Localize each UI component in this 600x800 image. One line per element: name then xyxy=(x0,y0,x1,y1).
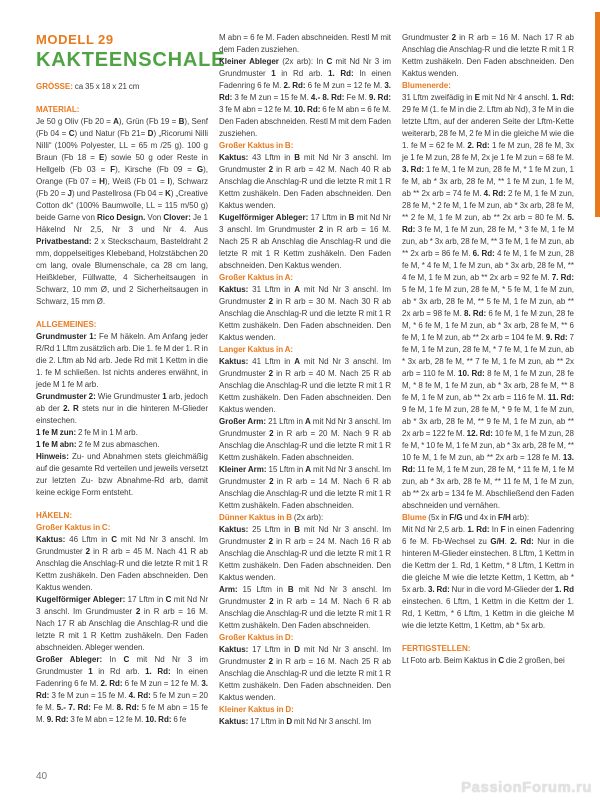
text-run: B xyxy=(294,153,301,162)
paragraph: Mit Nd Nr 2,5 arb. 1. Rd: In F in einen Fadenring 6 fe M. Fb-Wechsel zu G/H. 2. Rd: Nur in die hinteren M-Glieder einstechen. 8 Lftm, 1 Kettm in die Kettm der 1. Rd, 1 Kettm, * 8 Lftm, 1 Kettm in die gleiche M wie die letzte Kettm, 1 Kettm, ab * 5x arb. 3. Rd: Nur in die vord M-Glieder der 1. Rd einstechen. 6 Lftm, 1 Kettm in die Kettm der 1. Rd, 1 Kettm, * 6 Lftm, 1 Kettm in die gleiche M wie die letzte Kettm, 1 Kettm, ab * 5x arb. xyxy=(402,525,574,630)
text-run: I xyxy=(167,177,170,186)
text-run: 2. Rd: xyxy=(100,679,123,688)
text-run: G/H xyxy=(490,537,505,546)
text-run: 2 xyxy=(268,165,274,174)
text-run: A xyxy=(304,417,311,426)
section-heading: FERTIGSTELLEN: xyxy=(402,644,471,653)
text-run: G xyxy=(196,165,204,174)
paragraph: Lt Foto arb. Beim Kaktus in C die 2 großen, bei xyxy=(402,656,565,665)
text-run: E xyxy=(98,153,105,162)
text-run: Kleiner Ableger xyxy=(219,57,279,66)
text-run: F/G xyxy=(449,513,463,522)
text-run: 2. Rd: xyxy=(283,81,306,90)
text-run: 10. Rd: xyxy=(458,369,485,378)
paragraph: Hinweis: Zu- und Abnahmen stets gleichmäßig auf die gesamte Rd verteilen und jeweils versetzt zur letzten Zu- bzw Abnahme-Rd arb, damit keine eckige Form entsteht. xyxy=(36,452,208,497)
text-run: H xyxy=(99,177,105,186)
text-run: 2 xyxy=(318,225,324,234)
text-run: 2 xyxy=(135,607,141,616)
paragraph: Kleiner Arm: 15 Lftm in A mit Nd Nr 3 anschl. Im Grundmuster 2 in R arb = 14 M. Nach 6 R ab Anschlag die Anschlag-R und die letzte R mit 1 R Kettm zushäkeln. Faden abschneiden. xyxy=(219,465,391,510)
text-run: Großer Ableger: xyxy=(36,655,103,664)
text-run: 10. Rd: xyxy=(145,715,172,724)
text-run: 3. Rd: xyxy=(219,81,391,102)
text-run: 2 xyxy=(268,369,274,378)
paragraph: Kaktus: 17 Lftm in D mit Nd Nr 3 anschl. Im Grundmuster 2 in R arb = 16 M. Nach 25 R ab Anschlag die Anschlag-R und die letzte R mit 1 R Kettm zushäkeln. Den Faden abschneiden. Den Kaktus wenden. xyxy=(219,645,391,702)
text-run: 2. Rd: xyxy=(510,537,534,546)
text-run: B xyxy=(287,585,294,594)
paragraph: Kaktus: 17 Lftm in D mit Nd Nr 3 anschl. Im xyxy=(219,717,372,726)
text-run: arb): xyxy=(510,513,530,522)
text-run: Kugelförmiger Ableger: xyxy=(219,213,309,222)
text-run: 3. Rd: xyxy=(427,585,450,594)
text-run: 1. Rd: xyxy=(145,667,171,676)
text-run: 1 fe M abn: xyxy=(36,440,77,449)
subsection-heading: Großer Kaktus in B: xyxy=(219,141,294,150)
text-run: 2 xyxy=(268,297,274,306)
text-run: 1 xyxy=(162,392,167,401)
text-run: C xyxy=(68,129,75,138)
text-run: A xyxy=(113,117,119,126)
paragraph: GRÖSSE: ca 35 x 18 x 21 cm xyxy=(36,82,140,91)
text-run: 2 xyxy=(269,477,274,486)
text-run: 3. Rd: xyxy=(36,679,208,700)
text-run: 6. Rd: xyxy=(472,249,495,258)
text-run: 5.- 7. Rd: xyxy=(56,703,91,712)
text-run: Arm: xyxy=(219,585,238,594)
text-run: 8. Rd: xyxy=(116,703,140,712)
text-run: 4. Rd: xyxy=(483,189,506,198)
paragraph: Grundmuster 2: Wie Grundmuster 1 arb, jedoch ab der 2. R stets nur in die hinteren M-Glieder einstechen. xyxy=(36,392,208,425)
paragraph: Kaktus: 46 Lftm in C mit Nd Nr 3 anschl. Im Grundmuster 2 in R arb = 45 M. Nach 41 R ab Anschlag die Anschlag-R und die letzte R mit 1 R Kettm zushäkeln. Den Faden abschneiden. Den Kaktus wenden. xyxy=(36,535,208,592)
text-run: 1. Rd: xyxy=(467,525,490,534)
text-run: 10. Rd: xyxy=(294,105,321,114)
text-run: 2 xyxy=(268,537,274,546)
text-run: 4. Rd: xyxy=(128,691,151,700)
text-run: J xyxy=(67,189,72,198)
text-run: 1 xyxy=(88,667,93,676)
paragraph: Arm: 15 Lftm in B mit Nd Nr 3 anschl. Im Grundmuster 2 in R arb = 14 M. Nach 6 R ab Anschlag die Anschlag-R und die letzte R mit 1 R Kettm zushäkeln. Den Faden abschneiden. xyxy=(219,585,391,630)
text-run: C xyxy=(498,656,505,665)
text-run: 4.- 8. Rd: xyxy=(310,93,345,102)
text-run: 9. Rd: xyxy=(46,715,69,724)
paragraph: Kleiner Ableger (2x arb): In C mit Nd Nr 3 im Grundmuster 1 in Rd arb. 1. Rd: In einen Fadenring 6 fe M. 2. Rd: 6 fe M zun = 12 fe M. 3. Rd: 3 fe M zun = 15 fe M. 4.- 8. Rd: Fe M. 9. Rd: 3 fe M abn = 12 fe M. 10. Rd: 6 fe M abn = 6 fe M. Den Faden abschneiden. Restl M mit dem Faden zusziehen. xyxy=(219,57,392,138)
text-run: B xyxy=(348,213,355,222)
text-run: F xyxy=(500,525,506,534)
paragraph: Je 50 g Oliv (Fb 20 = A), Grün (Fb 19 = B), Senf (Fb 04 = C) und Natur (Fb 21= D) „Ricorumi Nilli Nilli“ (100% Polyester, LL = 65 m /25 g). 100 g Braun (Fb 18 = E) sowie 50 g oder Reste in Hellgelb (Fb 03 = F), Kirsche (Fb 09 = G), Orange (Fb 07 = H), Weiß (Fb 01 = I), Schwarz (Fb 20 = J) und Pastellrosa (Fb 04 = K) „Creative Cotton dk“ (100% Baumwolle, LL = 115 m/50 g) beide Garne von Rico Design. Von Clover: Je 1 Häkelnd Nr 2,5, Nr 3 und Nr 4. Aus Privatbestand: 2 x Steckschaum, Basteldraht 2 mm, doppelseitiges Klebeband, Holzstäbchen 20 cm lang, ovale Blumenschale, ca 28 cm lang, Heißkleber, Füllwatte, 4 Sicherheitsaugen in Schwarz, 10 mm Ø, und 2 Sicherheitsaugen in Schwarz, 15 mm Ø. xyxy=(36,117,209,306)
text-run: Kleiner Arm: xyxy=(219,465,267,474)
text-run: 7. Rd: xyxy=(551,273,574,282)
text-run: 13. Rd: xyxy=(402,453,574,474)
paragraph: Kaktus: 43 Lftm in B mit Nd Nr 3 anschl. Im Grundmuster 2 in R arb = 42 M. Nach 40 R ab Anschlag die Anschlag-R und die letzte R mit 1 R Kettm zushäkeln. Den Faden abschneiden. Den Kaktus wenden. xyxy=(219,153,391,210)
text-run: F/H xyxy=(497,513,511,522)
text-run: 2 xyxy=(269,597,274,606)
text-run: 2 xyxy=(269,429,274,438)
text-run: 5. Rd: xyxy=(402,213,574,234)
paragraph: Grundmuster 1: Fe M häkeln. Am Anfang jeder R/Rd 1 Lftm zusätzlich arb. Die 1. fe M der 1. R in die 2. Lftm ab Nd arb. Jede Rd mit 1 Kettm in die 1. fe M schließen. Ist nichts anderes erwähnt, in jede M 1 fe M arb. xyxy=(36,332,209,389)
text-run: 1. Rd xyxy=(554,585,574,594)
paragraph: 31 Lftm zweifädig in E mit Nd Nr 4 anschl. 1. Rd: 29 fe M (1. fe M in die 2. Lftm ab Nd), 3 fe M in die letzte Lftm, auf der anderen Seite der Lftm-Kette weiterarb, 28 fe M, 2 fe M in die gleiche M wie die 1. fe M = 62 fe M. 2. Rd: 1 fe M zun, 28 fe M, 3x je 1 fe M zun, 28 fe M, 2x je 1 fe M zun = 68 fe M. 3. Rd: 1 fe M, 1 fe M zun, 28 fe M, * 1 fe M zun, 1 fe M, ab * 3x arb, 28 fe M, ** 1 fe M zun, 1 fe M, ab ** 2x arb = 74 fe M. 4. Rd: 2 fe M, 1 fe M zun, 28 fe M, * 2 fe M, 1 fe M zun, ab * 3x arb, 28 fe M, ** 2 fe M, 1 fe M zun, ab ** 2x arb = 80 fe M. 5. Rd: 3 fe M, 1 fe M zun, 28 fe M, * 3 fe M, 1 fe M zun, ab * 3x arb, 28 fe M, ** 3 fe M, 1 fe M zun, ab ** 2x arb = 86 fe M. 6. Rd: 4 fe M, 1 fe M zun, 28 fe M, * 4 fe M, 1 fe M zun, ab * 3x arb, 28 fe M, ** 4 fe M, 1 fe M zun, ab ** 2x arb = 92 fe M. 7. Rd: 5 fe M, 1 fe M zun, 28 fe M, * 5 fe M, 1 fe M zun, ab * 3x arb, 28 fe M, ** 5 fe M, 1 fe M zun, ab ** 2x arb = 98 fe M. 8. Rd: 6 fe M, 1 fe M zun, 28 fe M, * 6 fe M, 1 fe M zun, ab * 3x arb, 28 fe M, ** 6 fe M, 1 fe M zun, ab ** 2x arb = 104 fe M. 9. Rd: 7 fe M, 1 fe M zun, 28 fe M, * 7 fe M, 1 fe M zun, ab * 3x arb, 28 fe M, ** 7 fe M, 1 fe M zun, ab ** 2x arb = 110 fe M. 10. Rd: 8 fe M, 1 fe M zun, 28 fe M, * 8 fe M, 1 fe M zun, ab * 3x arb, 28 fe M, ** 8 fe M, 1 fe M zun, ab ** 2x arb = 116 fe M. 11. Rd: 9 fe M, 1 fe M zun, 28 fe M, * 9 fe M, 1 fe M zun, ab * 3x arb, 28 fe M, ** 9 fe M, 1 fe M zun, ab ** 2x arb = 122 fe M. 12. Rd: 10 fe M, 1 fe M zun, 28 fe M, * 10 fe M, 1 fe M zun, ab * 3x arb, 28 fe M, ** 10 fe M, 1 fe M zun, ab ** 2x arb = 128 fe M. 13. Rd: 11 fe M, 1 fe M zun, 28 fe M, * 11 fe M, 1 fe M zun, ab * 3x arb, 28 fe M, ** 11 fe M, 1 fe M zun, ab ** 2x arb = 134 fe M. Abschließend den Faden abschneiden und vernähen. xyxy=(402,93,575,510)
text-run: und 4x in xyxy=(462,513,498,522)
text-run: Clover: xyxy=(163,213,191,222)
text-column-3 xyxy=(402,32,574,728)
text-run: 1 xyxy=(271,69,276,78)
paragraph: Grundmuster 2 in R arb = 16 M. Nach 17 R ab Anschlag die Anschlag-R und die letzte R mit 1 R Kettm zushäkeln. Den Faden abschneiden. Den Kaktus wenden. xyxy=(402,33,574,78)
text-run: 12. Rd: xyxy=(466,429,493,438)
paragraph: Großer Ableger: In C mit Nd Nr 3 im Grundmuster 1 in Rd arb. 1. Rd: In einen Fadenring 6 fe M. 2. Rd: 6 fe M zun = 12 fe M. 3. Rd: 3 fe M zun = 15 fe M. 4. Rd: 5 fe M zun = 20 fe M. 5.- 7. Rd: Fe M. 8. Rd: 5 fe M abn = 15 fe M. 9. Rd: 3 fe M abn = 12 fe M. 10. Rd: 6 fe xyxy=(36,655,209,724)
text-run: C xyxy=(111,535,118,544)
pattern-text-columns xyxy=(36,32,576,728)
text-run: 9. Rd: xyxy=(368,93,392,102)
text-run: Kaktus: xyxy=(219,357,249,366)
text-run: D xyxy=(147,129,154,138)
subsection-heading: Langer Kaktus in A: xyxy=(219,345,294,354)
text-run: A xyxy=(294,285,301,294)
subsection-heading: Großer Kaktus in A: xyxy=(219,273,294,282)
text-run: 2 xyxy=(85,547,91,556)
section-heading: ALLGEMEINES: xyxy=(36,320,97,329)
text-run: Kaktus: xyxy=(219,645,249,654)
text-run: Kaktus: xyxy=(219,285,249,294)
text-run: 2. Rd: xyxy=(467,141,490,150)
page-number: 40 xyxy=(36,771,48,782)
subsection-heading: Großer Kaktus in D: xyxy=(219,633,294,642)
watermark: PassionForum.ru xyxy=(461,779,592,796)
pattern-title: KAKTEENSCHALE xyxy=(36,49,226,71)
text-column-1 xyxy=(36,32,226,728)
text-run: 1. Rd: xyxy=(551,93,574,102)
text-run: Privatbestand: xyxy=(36,237,92,246)
text-run: Grundmuster 1: xyxy=(36,332,97,341)
subsection-heading: Blume (5x in F/G und 4x in F/H arb): xyxy=(402,513,530,522)
paragraph: 1 fe M zun: 2 fe M in 1 M arb. xyxy=(36,428,138,437)
subsection-heading: Großer Kaktus in C: xyxy=(36,523,111,532)
text-run: Kaktus: xyxy=(219,525,249,534)
paragraph: Kugelförmiger Ableger: 17 Lftm in B mit Nd Nr 3 anschl. Im Grundmuster 2 in R arb = 16 M. Nach 25 R ab Anschlag die Anschlag-R und die letzte R mit 1 R Kettm zushäkeln. Den Faden abschneiden. Den Kaktus wenden. xyxy=(219,213,391,270)
text-run: Kaktus: xyxy=(219,717,249,726)
text-run: (2x arb): xyxy=(292,513,324,522)
text-run: GRÖSSE: xyxy=(36,82,73,91)
text-run: K xyxy=(165,189,171,198)
paragraph: Kaktus: 25 Lftm in B mit Nd Nr 3 anschl. Im Grundmuster 2 in R arb = 24 M. Nach 16 R ab Anschlag die Anschlag-R und die letzte R mit 1 R Kettm zushäkeln. Den Faden abschneiden. Den Kaktus wenden. xyxy=(219,525,391,582)
text-run: A xyxy=(294,357,301,366)
text-run: 9. Rd: xyxy=(545,333,568,342)
paragraph: Kugelförmiger Ableger: 17 Lftm in C mit Nd Nr 3 anschl. Im Grundmuster 2 in R arb = 16 M. Nach 17 R ab Anschlag die Anschlag-R und die letzte R mit 1 R Kettm zushäkeln. Den Faden abschneiden. Ableger wenden. xyxy=(36,595,208,652)
text-run: D xyxy=(286,717,293,726)
text-run: 3. Rd: xyxy=(402,165,425,174)
text-run: 2 xyxy=(451,33,457,42)
text-run: Kaktus: xyxy=(219,153,249,162)
text-run: C xyxy=(123,655,130,664)
text-run: Großer Arm: xyxy=(219,417,267,426)
section-heading: HÄKELN: xyxy=(36,511,72,520)
text-run: F xyxy=(110,165,116,174)
text-run: 1 fe M zun: xyxy=(36,428,77,437)
text-run: C xyxy=(326,57,333,66)
text-run: 2. R xyxy=(63,404,79,413)
text-run: Rico Design. xyxy=(97,213,146,222)
text-run: D xyxy=(294,645,301,654)
paragraph: Großer Arm: 21 Lftm in A mit Nd Nr 3 anschl. Im Grundmuster 2 in R arb = 20 M. Nach 9 R ab Anschlag die Anschlag-R und die letzte R mit 1 R Kettm zushäkeln. Faden abschneiden. xyxy=(219,417,391,462)
text-column-2 xyxy=(219,32,391,728)
text-run: B xyxy=(294,525,301,534)
model-label: MODELL 29 xyxy=(36,32,114,47)
page-edge-accent-bar xyxy=(595,12,600,217)
subsection-heading: Blumenerde: xyxy=(402,81,451,90)
subsection-heading: Dünner Kaktus in B (2x arb): xyxy=(219,513,324,522)
text-run: 1. Rd: xyxy=(328,69,354,78)
text-run: A xyxy=(305,465,311,474)
section-heading: MATERIAL: xyxy=(36,105,80,114)
text-run: 2 xyxy=(268,657,274,666)
text-run: C xyxy=(165,595,172,604)
paragraph: Kaktus: 41 Lftm in A mit Nd Nr 3 anschl. Im Grundmuster 2 in R arb = 40 M. Nach 25 R ab Anschlag die Anschlag-R und die letzte R mit 1 R Kettm zushäkeln. Den Faden abschneiden. Den Kaktus wenden. xyxy=(219,357,391,414)
paragraph: 1 fe M abn: 2 fe M zus abmaschen. xyxy=(36,440,160,449)
paragraph: Kaktus: 31 Lftm in A mit Nd Nr 3 anschl. Im Grundmuster 2 in R arb = 30 M. Nach 30 R ab Anschlag die Anschlag-R und die letzte R mit 1 R Kettm zushäkeln. Den Faden abschneiden. Den Kaktus wenden. xyxy=(219,285,391,342)
subsection-heading: Kleiner Kaktus in D: xyxy=(219,705,294,714)
text-run: 11. Rd: xyxy=(547,393,574,402)
text-run: Kugelförmiger Ableger: xyxy=(36,595,126,604)
text-run: Grundmuster 2: xyxy=(36,392,96,401)
text-run: B xyxy=(178,117,185,126)
text-run: (5x in xyxy=(426,513,450,522)
text-run: Kaktus: xyxy=(36,535,66,544)
text-run: E xyxy=(474,93,480,102)
text-run: 8. Rd: xyxy=(464,309,487,318)
text-run: Hinweis: xyxy=(36,452,69,461)
paragraph: M abn = 6 fe M. Faden abschneiden. Restl M mit dem Faden zusziehen. xyxy=(219,33,391,54)
